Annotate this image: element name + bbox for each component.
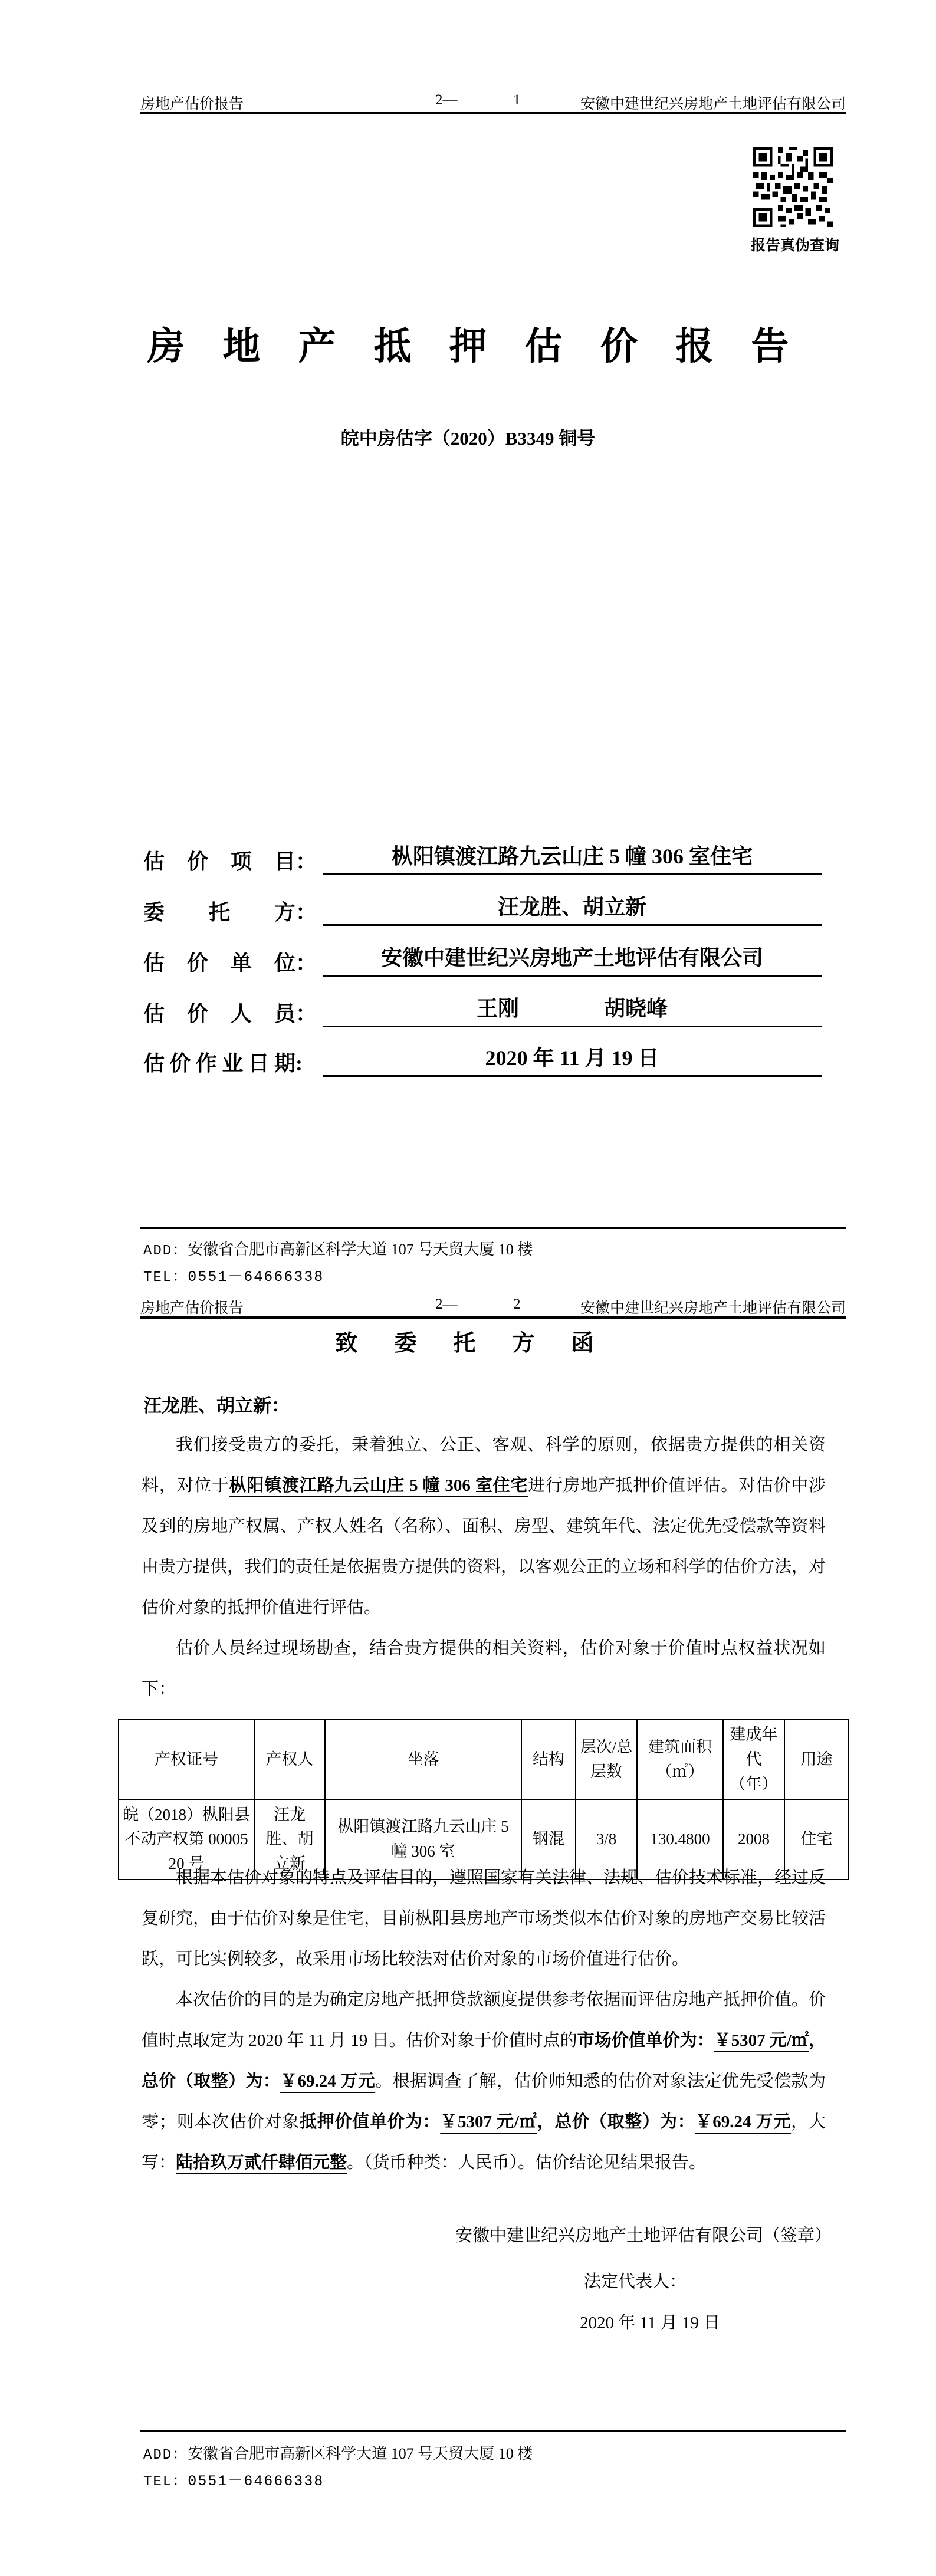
- market-unit-price-label: 市场价值单价为：: [577, 2031, 714, 2050]
- footer-address-line: [143, 1237, 849, 1259]
- field-row-client: [143, 891, 822, 926]
- paragraph-inspection: 估价人员经过现场勘查，结合贵方提供的相关资料，估价对象于价值时点权益状况如下：: [142, 1639, 826, 1698]
- document-number: 皖中房估字（2020）B3349 铜号: [340, 428, 596, 449]
- page1-running-header: [140, 92, 846, 112]
- signature-date: 2020 年 11 月 19 日: [580, 2314, 721, 2332]
- table-header-row: [119, 1720, 849, 1800]
- paragraph-method: 根据本估价对象的特点及评估目的，遵照国家有关法律、法规、估价技术标准，经过反复研究，由于估价对象是住宅，目前枞阳县房地产市场类似本估价对象的房地产交易比较活跃，可比实例较多，故采用市场比较法对估价对象的市场价值进行估价。: [142, 1868, 826, 1969]
- header-page-prefix: 2—: [435, 92, 458, 108]
- footer-rule: [140, 1227, 846, 1229]
- footer-phone-line: [143, 1264, 849, 1286]
- cell-area: 130.4800: [637, 1800, 723, 1880]
- field-value-date: 2020 年 11 月 19 日: [323, 1041, 822, 1077]
- header-page-number: 2: [513, 1296, 521, 1312]
- market-unit-price-value: ￥5307 元/㎡: [714, 2031, 809, 2050]
- mortgage-unit-price-value: ￥5307 元/㎡: [440, 2112, 537, 2131]
- cell-certificate-no: 皖（2018）枞阳县不动产权第 0000520 号: [119, 1800, 254, 1880]
- para1-run1: 我们接受贵方的委托，秉着独立、公正、客观、科学的原则，依据贵方提供的相关资料，对位于: [142, 1435, 826, 1495]
- para1-subject-property: 枞阳镇渡江路九云山庄 5 幢 306 室住宅: [229, 1476, 528, 1495]
- col-year-built: 建成年代（年）: [723, 1720, 784, 1800]
- field-row-appraisers: [143, 992, 822, 1027]
- header-company: 安徽中建世纪兴房地产土地评估有限公司: [580, 1300, 846, 1316]
- document-title: 房 地 产 抵 押 估 价 报 告: [147, 326, 789, 367]
- col-owner: 产权人: [254, 1720, 325, 1800]
- field-label-project: 估价项目：: [143, 850, 317, 873]
- paragraph-engagement: [142, 1425, 826, 1628]
- para4-run6: 。根据调查了解，估价师知悉的估价对象法定优先受偿款为零；则本次估价对象: [142, 2072, 826, 2131]
- field-value-client: 汪龙胜、胡立新: [323, 891, 822, 926]
- amount-in-words-value: 陆拾玖万贰仟肆佰元整: [176, 2153, 347, 2172]
- col-area: 建筑面积（㎡）: [637, 1720, 723, 1800]
- col-use: 用途: [784, 1720, 849, 1800]
- cell-year-built: 2008: [723, 1800, 784, 1880]
- cell-floor: 3/8: [576, 1800, 637, 1880]
- market-total-value: ￥69.24 万元: [280, 2072, 376, 2091]
- letter-body-top: [142, 1425, 826, 1710]
- field-row-project: [143, 840, 822, 875]
- qr-caption: 报告真伪查询: [750, 238, 839, 254]
- field-row-date: [143, 1041, 822, 1077]
- mortgage-unit-price-label: 抵押价值单价为：: [300, 2112, 441, 2131]
- field-label-client: 委托方：: [143, 901, 317, 924]
- field-label-agency: 估价单位：: [143, 951, 317, 975]
- page2-running-header: [140, 1296, 846, 1316]
- legal-representative-label: 法定代表人：: [584, 2272, 687, 2291]
- cell-structure: 钢混: [521, 1800, 576, 1880]
- footer-tel-value: 0551－64666338: [188, 2473, 324, 2490]
- qr-code-image: [753, 147, 833, 227]
- letter-body-bottom: [142, 1858, 826, 2183]
- field-value-agency: 安徽中建世纪兴房地产土地评估有限公司: [323, 941, 822, 977]
- header-page-number: 1: [513, 92, 521, 108]
- footer-add-value: 安徽省合肥市高新区科学大道 107 号天贸大厦 10 楼: [188, 2445, 533, 2462]
- header-rule: [140, 112, 846, 114]
- footer-add-value: 安徽省合肥市高新区科学大道 107 号天贸大厦 10 楼: [188, 1241, 533, 1258]
- property-table: [118, 1719, 849, 1880]
- field-value-project: 枞阳镇渡江路九云山庄 5 幢 306 室住宅: [323, 840, 822, 875]
- signature-company: 安徽中建世纪兴房地产土地评估有限公司（签章）: [455, 2226, 832, 2245]
- para4-run13: 。（货币种类：人民币）。估价结论见结果报告。: [347, 2153, 707, 2172]
- footer-add-label: ADD：: [143, 1243, 188, 1259]
- header-page-prefix: 2—: [435, 1296, 458, 1312]
- market-total-label: ，总价（取整）为：: [142, 2031, 826, 2091]
- footer-phone-line: [143, 2469, 849, 2490]
- header-company: 安徽中建世纪兴房地产土地评估有限公司: [580, 96, 846, 112]
- col-floor: 层次/总层数: [576, 1720, 637, 1800]
- amount-in-words-label: ，大写：: [142, 2112, 826, 2172]
- header-rule: [140, 1316, 846, 1319]
- para1-run3: 进行房地产抵押价值评估。对估价中涉及到的房地产权属、产权人姓名（名称）、面积、房型、建筑年代、法定优先受偿款等资料由贵方提供，我们的责任是依据贵方提供的资料，以客观公正的立场和科学的估价方法，对估价对象的抵押价值进行评估。: [142, 1476, 826, 1617]
- col-structure: 结构: [521, 1720, 576, 1800]
- field-value-appraisers: 王刚 胡晓峰: [323, 992, 822, 1027]
- footer-tel-label: TEL：: [143, 1270, 188, 1286]
- mortgage-total-label: ，总价（取整）为：: [537, 2112, 695, 2131]
- header-doc-type: 房地产估价报告: [140, 1300, 244, 1316]
- cell-location: 枞阳镇渡江路九云山庄 5 幢 306 室: [325, 1800, 521, 1880]
- footer-add-label: ADD：: [143, 2447, 188, 2463]
- col-location: 坐落: [325, 1720, 521, 1800]
- col-certificate-no: 产权证号: [119, 1720, 254, 1800]
- footer-rule: [140, 2430, 846, 2432]
- cell-use: 住宅: [784, 1800, 849, 1880]
- footer-address-line: [143, 2442, 849, 2463]
- cell-owner: 汪龙胜、胡立新: [254, 1800, 325, 1880]
- field-label-date: 估价作业日期:: [143, 1052, 303, 1075]
- field-row-agency: [143, 941, 822, 977]
- mortgage-total-value: ￥69.24 万元: [695, 2112, 792, 2131]
- para4-run1: 本次估价的目的是为确定房地产抵押贷款额度提供参考依据而评估房地产抵押价值。价值时点取定为 2020 年 11 月 19 日。估价对象于价值时点的: [142, 1990, 826, 2050]
- footer-tel-value: 0551－64666338: [188, 1269, 324, 1286]
- salutation: 汪龙胜、胡立新：: [143, 1395, 290, 1416]
- header-doc-type: 房地产估价报告: [140, 96, 244, 112]
- letter-title: 致 委 托 方 函: [335, 1331, 601, 1356]
- field-label-appraisers: 估价人员：: [143, 1002, 317, 1026]
- footer-tel-label: TEL：: [143, 2474, 188, 2490]
- paragraph-valuation: [142, 1980, 826, 2183]
